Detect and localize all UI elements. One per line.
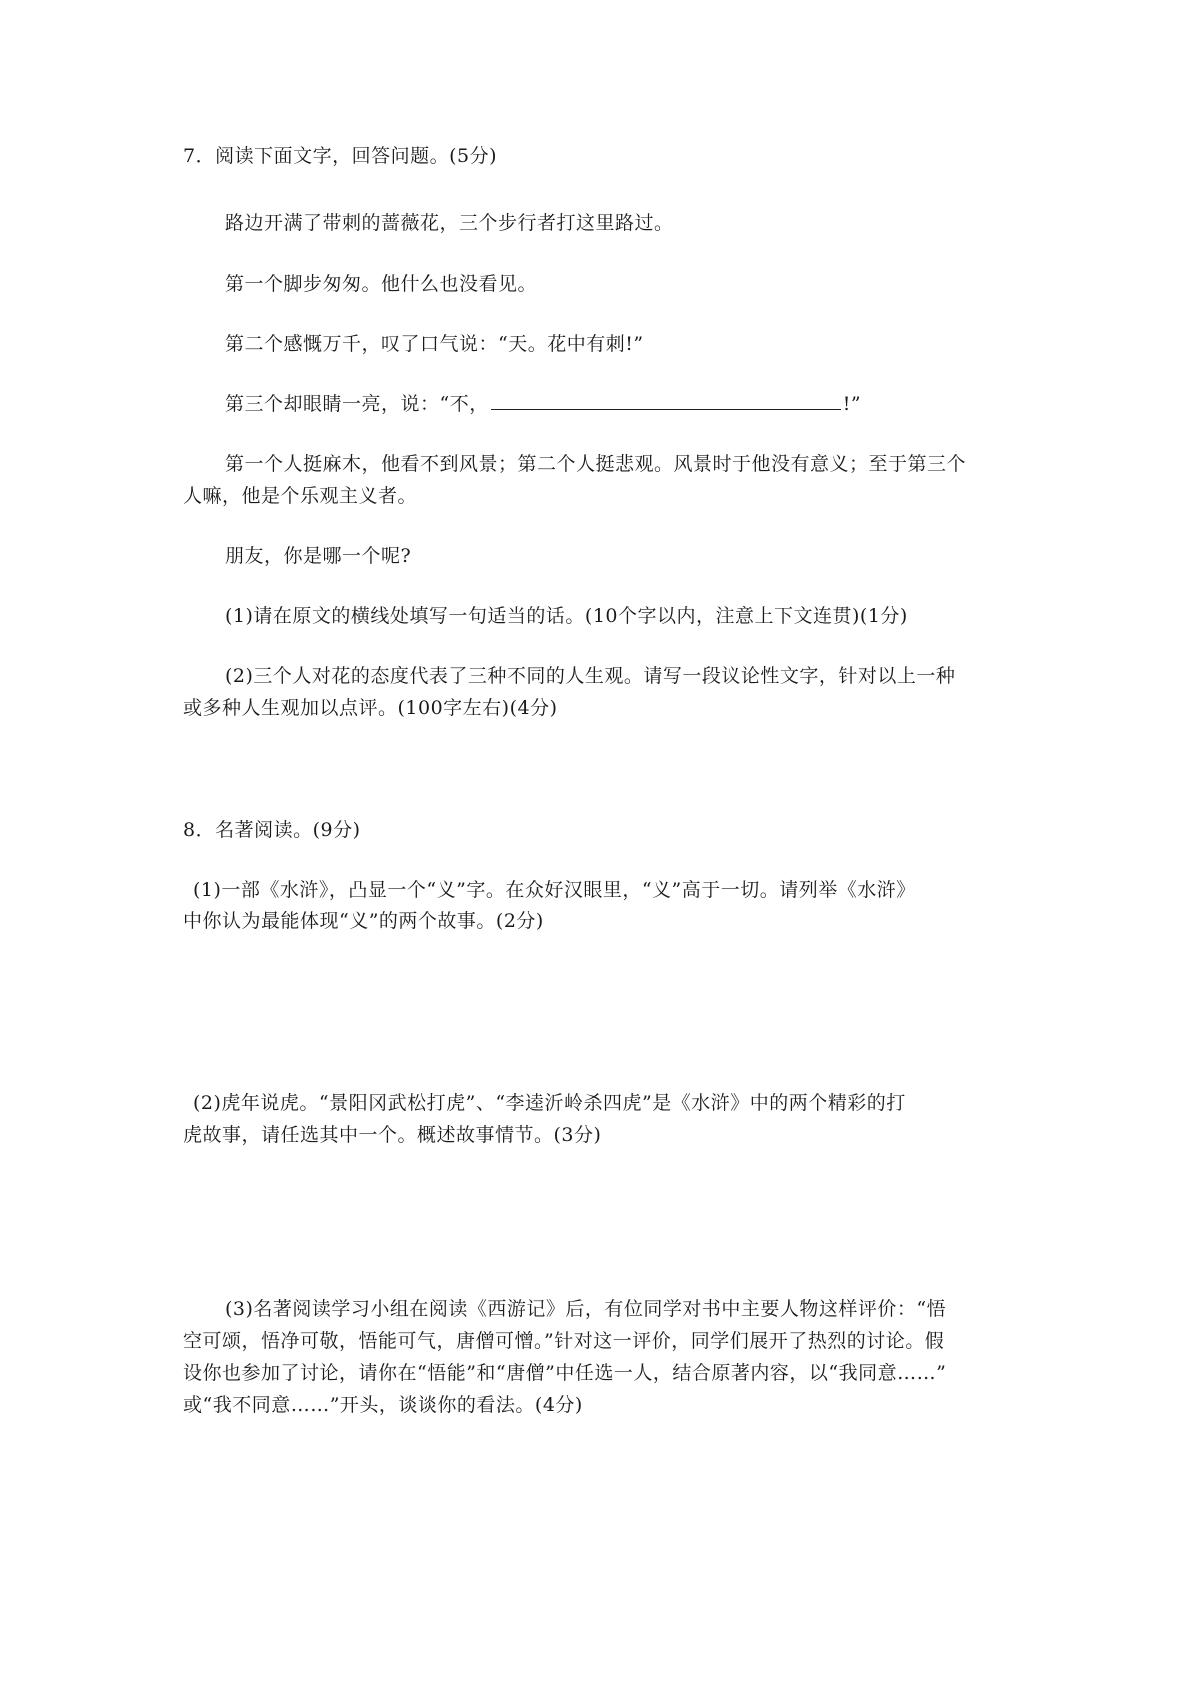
q7-paragraph-4 xyxy=(225,391,861,417)
q8-sub-question-1-line-1: (1)一部《水浒》，凸显一个“义”字。在众好汉眼里，“义”高于一切。请列举《水浒》 xyxy=(193,879,916,901)
q7-sub-question-2-line-1: (2)三个人对花的态度代表了三种不同的人生观。请写一段议论性文字，针对以上一种 xyxy=(225,665,956,687)
q8-sub-question-3-line-4: 或“我不同意……”开头，谈谈你的看法。(4分) xyxy=(183,1394,583,1416)
q8-sub-question-2-line-1: (2)虎年说虎。“景阳冈武松打虎”、“李逵沂岭杀四虎”是《水浒》中的两个精彩的打 xyxy=(193,1092,906,1114)
q7-paragraph-4-suffix: !” xyxy=(842,393,862,415)
q7-title: 7．阅读下面文字，回答问题。(5分) xyxy=(183,145,498,167)
q7-paragraph-4-prefix: 第三个却眼睛一亮，说：“不， xyxy=(225,393,489,415)
q7-paragraph-1: 路边开满了带刺的蔷薇花，三个步行者打这里路过。 xyxy=(225,212,674,234)
q7-paragraph-5-line-1: 第一个人挺麻木，他看不到风景；第二个人挺悲观。风景时于他没有意义；至于第三个 xyxy=(225,453,967,475)
q8-sub-question-2-line-2: 虎故事，请任选其中一个。概述故事情节。(3分) xyxy=(183,1124,602,1146)
q7-paragraph-6: 朋友，你是哪一个呢? xyxy=(225,545,412,567)
q8-sub-question-3-line-3: 设你也参加了讨论，请你在“悟能”和“唐僧”中任选一人，结合原著内容，以“我同意……” xyxy=(183,1362,947,1384)
q8-sub-question-1-line-2: 中你认为最能体现“义”的两个故事。(2分) xyxy=(183,910,544,932)
q7-paragraph-3: 第二个感慨万千，叹了口气说：“天。花中有刺!” xyxy=(225,333,644,355)
q7-sub-question-2-line-2: 或多种人生观加以点评。(100字左右)(4分) xyxy=(183,697,558,719)
q8-sub-question-3-line-2: 空可颂，悟净可敬，悟能可气，唐僧可憎。”针对这一评价，同学们展开了热烈的讨论。假 xyxy=(183,1330,945,1352)
q8-sub-question-3-line-1: (3)名著阅读学习小组在阅读《西游记》后，有位同学对书中主要人物这样评价：“悟 xyxy=(225,1298,947,1320)
q7-paragraph-5-line-2: 人嘛，他是个乐观主义者。 xyxy=(183,485,418,507)
q7-sub-question-1: (1)请在原文的横线处填写一句适当的话。(10个字以内，注意上下文连贯)(1分) xyxy=(225,605,908,627)
fill-in-blank[interactable] xyxy=(491,391,841,410)
q8-title: 8．名著阅读。(9分) xyxy=(183,819,361,841)
q7-paragraph-2: 第一个脚步匆匆。他什么也没看见。 xyxy=(225,273,538,295)
